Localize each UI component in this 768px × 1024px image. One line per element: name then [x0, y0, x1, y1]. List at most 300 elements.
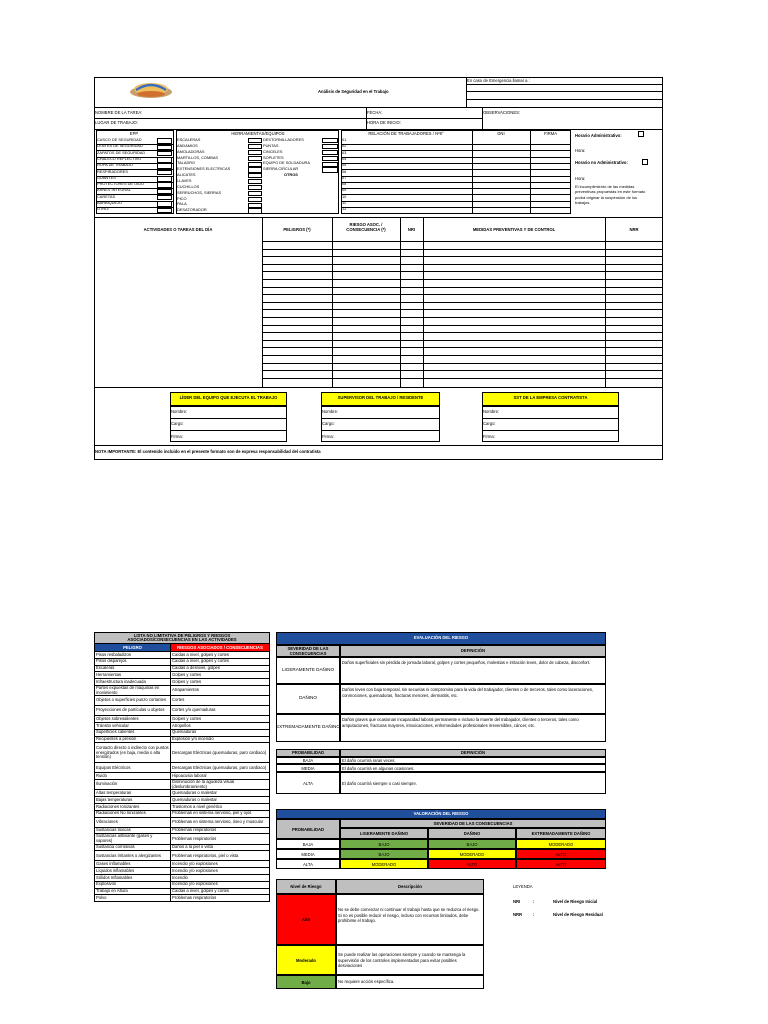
activity-row-line — [262, 256, 663, 257]
risk-level-desc: Se puede realizar las operaciones siempre y cuando se mantenga la supervisión de los controles implementados para evitar posibles desviaciones — [338, 952, 466, 969]
valuation-cell: MODERADO — [459, 851, 485, 857]
logo-graphic — [128, 78, 174, 100]
hazards-header: PELIGROS (*) — [283, 227, 311, 232]
risk-cell: Golpes y cortes — [171, 679, 270, 686]
risk-level-desc: No requiere acción específica. — [338, 979, 395, 984]
hazard-row — [95, 743, 270, 763]
nri-header: NRI — [407, 227, 416, 232]
tool-item: ANDAMIOS — [177, 142, 198, 148]
tool-checkbox — [322, 162, 338, 167]
risk-cell: Caídas a nivel, golpes y cortes — [171, 888, 270, 895]
signature-field-label: Firma: — [483, 434, 495, 439]
non-admin-hours-checkbox[interactable] — [642, 159, 648, 165]
worker-number: 11 — [342, 200, 347, 205]
signature-field-label: Nombre: — [483, 409, 500, 414]
dni-header: DNI — [497, 131, 505, 136]
hazard-cell: Sustancias irritantes o alergizantes — [95, 851, 171, 861]
hazard-row — [95, 790, 270, 797]
risk-cell: Descargas Eléctricas (quemaduras, paro cardiaco) — [171, 743, 270, 763]
epp-item: ROPA DE TRABAJO — [97, 162, 133, 168]
tool-checkbox — [322, 138, 338, 143]
epp-item: ZAPATOS DE SEGURIDAD — [97, 149, 146, 155]
eval-title: EVALUACIÓN DEL RIESGO — [413, 635, 469, 640]
workplace-label: LUGAR DE TRABAJO: — [95, 120, 138, 125]
signature-field-label: Firma: — [322, 434, 334, 439]
epp-item: PROTECTORES DE OIDO — [97, 181, 145, 187]
hazard-cell: Tránsito vehicular — [95, 723, 171, 730]
hazards-title-line: ASOCIADOS/CONSECUENCIAS EN LAS ACTIVIDADES — [127, 637, 237, 642]
activity-row-line — [262, 302, 663, 303]
epp-checkbox — [157, 176, 172, 182]
nrr-header: NRR — [629, 227, 639, 232]
epp-item: GUANTES — [97, 174, 116, 180]
tool-item: OTROS — [284, 172, 298, 178]
epp-item: OTRO: — [97, 206, 110, 212]
hazard-cell: Sólidos Inflamables — [95, 875, 171, 882]
prob-def-header: DEFINICIÓN — [460, 750, 486, 755]
tool-checkbox — [248, 138, 262, 143]
valuation-cell: ALTO — [555, 851, 567, 857]
risk-cell: Caídas a nivel, golpes y cortes — [171, 658, 270, 665]
tool-item: SOPLETES — [263, 154, 284, 160]
epp-item: CARETAS — [97, 193, 116, 199]
hazard-row — [95, 875, 270, 882]
risk-cell: Incendio y/o explosiones — [171, 881, 270, 888]
hazard-cell: Sustancias asfixiante (gases y vapores) — [95, 834, 171, 844]
tool-checkbox — [248, 173, 262, 178]
non-admin-hours-time: Hora: — [575, 176, 586, 181]
tool-checkbox — [248, 179, 262, 184]
tool-checkbox — [248, 185, 262, 190]
hazard-row — [95, 658, 270, 665]
risk-cell: Incendio y/o explosiones — [171, 868, 270, 875]
risk-cell: Quemaduras o malestar — [171, 790, 270, 797]
hazard-row — [95, 797, 270, 804]
activity-row-line — [262, 370, 663, 371]
tools-header: HERRAMIENTAS/EQUIPOS — [231, 131, 285, 136]
valuation-cell: ALTO — [555, 861, 567, 867]
hazard-row — [95, 810, 270, 817]
activity-row-line — [262, 355, 663, 356]
valuation-cell: BAJO — [378, 851, 390, 857]
epp-checkbox — [157, 157, 172, 163]
hazard-cell: Objetos sobresalientes — [95, 716, 171, 723]
worker-number: 06 — [342, 168, 347, 174]
worker-divider — [341, 201, 571, 202]
activity-row-line — [262, 294, 663, 295]
epp-checkbox — [157, 208, 172, 214]
probability-def: El daño ocurrirá siempre o casi siempre. — [342, 780, 417, 786]
epp-item: CHALECO REFLECTIVO — [97, 155, 142, 161]
legend-code: NRR — [513, 912, 523, 917]
signature-header: FIRMA — [543, 131, 558, 136]
tool-checkbox — [248, 144, 262, 149]
risk-cell: Descargas Eléctricas (quemaduras, paro cardiaco) — [171, 763, 270, 773]
worker-divider — [341, 207, 571, 208]
valuation-col-header: EXTREMADAMENTE DAÑINO — [531, 831, 591, 836]
epp-checkbox — [157, 138, 172, 144]
hazard-cell: Radiaciones No Ionizantes — [95, 810, 171, 817]
valuation-cell: MODERADO — [371, 861, 397, 867]
worker-divider — [341, 169, 571, 170]
tool-item: ESCALERAS — [177, 137, 201, 142]
hazard-row — [95, 817, 270, 827]
probability-name: BAJA — [302, 758, 314, 763]
signature-field-line — [482, 430, 619, 431]
tool-item: ALICATES — [177, 172, 196, 178]
tool-item: MARTILLOS, COMBAS — [177, 154, 219, 160]
hazard-row — [95, 834, 270, 844]
risk-cell: Trastornos a nivel genético — [171, 804, 270, 811]
hazard-row — [95, 736, 270, 743]
legend-label: Nivel de Riesgo Residual — [553, 912, 603, 917]
epp-item: ARNES INTEGRAL — [97, 187, 131, 193]
admin-hours-checkbox[interactable] — [638, 131, 644, 137]
signature-field-label: Firma: — [171, 434, 183, 439]
observations-label: OBSERVACIONES: — [483, 110, 521, 115]
hazard-cell: Contacto directo o indirecto con puntos energizados (en baja, media o alta tensión) — [95, 743, 171, 763]
activity-row-line — [262, 363, 663, 364]
hazard-col-header: PELIGRO — [95, 644, 171, 652]
risk-cell: Problemas en sistema nervioso, piel y ojos — [171, 810, 270, 817]
valuation-row-name: MEDIA — [301, 851, 315, 857]
epp-checkbox — [157, 195, 172, 201]
worker-number: 08 — [342, 181, 347, 187]
risk-cell: Incendio y/o explosiones — [171, 861, 270, 868]
epp-checkbox — [157, 201, 172, 207]
risk-cell: Problemas en sistema nervioso, óseo y muscular — [171, 817, 270, 827]
hazard-cell: Herramientas — [95, 672, 171, 679]
hazard-cell: Escaleras — [95, 665, 171, 672]
tool-item: PALA — [177, 201, 187, 207]
worker-divider — [341, 182, 571, 183]
signature-field-line — [170, 418, 287, 419]
hazard-row — [95, 706, 270, 716]
hazard-cell: Líquidos inflamables — [95, 868, 171, 875]
tool-checkbox — [248, 191, 262, 196]
epp-item: LENTES DE SEGURIDAD — [97, 143, 143, 149]
activity-row-line — [262, 378, 663, 379]
legend-sep: : — [533, 912, 535, 917]
tool-checkbox — [248, 167, 262, 172]
hazard-row — [95, 895, 270, 902]
signature-field-line — [482, 418, 619, 419]
tool-checkbox — [322, 156, 338, 161]
tool-checkbox — [248, 203, 262, 208]
tool-checkbox — [248, 162, 262, 167]
signature-field-label: Cargo: — [483, 421, 496, 426]
hazard-cell: Sustancias tóxicas — [95, 827, 171, 834]
risk-cell: Caídas a nivel, golpes y cortes — [171, 652, 270, 659]
tool-item: SERRUCHOS, SIERRAS — [177, 189, 222, 195]
tool-item: CINCELES — [263, 148, 283, 154]
measures-header: MEDIDAS PREVENTIVAS Y DE CONTROL — [472, 227, 556, 232]
tool-item: DESATORADOR — [177, 207, 207, 213]
hazard-cell: Vibraciones — [95, 817, 171, 827]
tool-checkbox — [322, 167, 338, 172]
tool-checkbox — [248, 156, 262, 161]
risk-cell: Caídas a desnivel, golpes — [171, 665, 270, 672]
risk-cell: Incendio — [171, 875, 270, 882]
worker-divider — [341, 157, 571, 158]
risk-cell: Atropellos — [171, 723, 270, 730]
tool-item: PUNTAS — [263, 142, 279, 148]
hazards-table — [94, 632, 270, 902]
worker-divider — [341, 188, 571, 189]
valuation-cell: MODERADO — [548, 841, 574, 847]
hazard-cell: Altas temperaturas — [95, 790, 171, 797]
hazard-cell: Pisos disparejos — [95, 658, 171, 665]
probability-def: El daño ocurrirá raras veces. — [342, 758, 396, 763]
severity-def: Daños leves con baja temporal, sin secuelas ni compromiso para la vida del trabajador, clientes o de terceros, tales como laceraciones, conmociones, quemaduras, fracturas menores, dermatitis, etc. — [342, 687, 594, 698]
hazard-cell: Ruido — [95, 773, 171, 780]
epp-checkbox — [157, 189, 172, 195]
epp-item: CASCO DE SEGURIDAD — [97, 137, 142, 142]
risk-col-header: RIESGOS ASOCIADOS / CONSECUENCIAS — [171, 644, 270, 652]
hazard-cell: Polvo — [95, 895, 171, 902]
sst-header: SST DE LA EMPRESA CONTRATISTA — [513, 395, 588, 400]
hazard-cell: Equipos Eléctricos — [95, 763, 171, 773]
signature-field-line — [321, 430, 440, 431]
risk-level-name: Bajo — [301, 979, 311, 985]
hazard-row — [95, 881, 270, 888]
level-header: Nivel de Riesgo — [290, 884, 322, 889]
probability-def: El daño ocurrirá en algunas ocasiones. — [342, 765, 415, 771]
hazard-cell: Trabajo en Altura — [95, 888, 171, 895]
worker-number: 03 — [342, 149, 347, 155]
warning-line: trabajos. — [575, 200, 591, 206]
hazard-row — [95, 723, 270, 730]
worker-number: 04 — [342, 155, 347, 161]
risk-cell: Golpes y cortes — [171, 716, 270, 723]
non-admin-hours-label: Horario no Administrativo: — [575, 160, 628, 165]
activity-row-line — [262, 340, 663, 341]
valuation-cell: BAJO — [378, 841, 390, 847]
tool-item: EQUIPO DE SOLDADURA — [263, 160, 310, 166]
hazard-row — [95, 696, 270, 706]
hazard-row — [95, 861, 270, 868]
hazard-row — [95, 672, 270, 679]
risk-cell: Quemaduras o malestar — [171, 797, 270, 804]
hazard-cell: Gases inflamables — [95, 861, 171, 868]
hazard-cell: Bajas temperaturas — [95, 797, 171, 804]
hazard-cell: Explosivos — [95, 881, 171, 888]
worker-number: 01 — [342, 137, 347, 142]
leader-signature-box — [170, 406, 287, 442]
eval-definition-header: DEFINICIÓN — [460, 648, 486, 653]
signature-field-label: Cargo: — [322, 421, 335, 426]
hazard-cell: Partes expuestas de máquinas en movimiento — [95, 685, 171, 695]
worker-number: 02 — [342, 143, 347, 149]
risk-level-name: Moderado — [295, 957, 316, 963]
signature-field-line — [321, 418, 440, 419]
valuation-cell: BAJO — [466, 841, 478, 847]
tool-checkbox — [322, 150, 338, 155]
worker-number: 09 — [342, 187, 347, 193]
activity-row-line — [262, 264, 663, 265]
hazards-title-line: LISTA NO LIMITATIVA DE PELIGROS Y RIESGOS — [133, 632, 231, 638]
hazard-row — [95, 729, 270, 736]
epp-checkbox — [157, 145, 172, 151]
hazard-cell: Proyecciones de partículas u objetos — [95, 706, 171, 716]
hazard-row — [95, 844, 270, 851]
tool-checkbox — [248, 150, 262, 155]
legend-label: Nivel de Riesgo Inicial — [553, 899, 598, 904]
date-label: FECHA: — [367, 110, 383, 115]
risk-cell: Hipoacusia laboral — [171, 773, 270, 780]
valuation-title: VALORACIÓN DEL RIESGO — [413, 811, 469, 816]
severity-def: Daños superficiales sin pérdida de jornada laboral, golpes y cortes pequeños, molestias e irritación leves, dolor de cabeza, disconfort. — [342, 660, 591, 665]
legend-code: NRI — [513, 899, 521, 904]
activity-row-line — [262, 279, 663, 280]
valuation-col-header: DAÑINO — [463, 831, 481, 836]
hazard-row — [95, 716, 270, 723]
risk-cell: Quemaduras — [171, 729, 270, 736]
important-note: NOTA IMPORTANTE: El contenido incluido en el presente formato son de expresa responsabilidad del contratista — [95, 449, 321, 454]
valuation-prob-header: PROBABILIDAD — [291, 827, 325, 832]
risk-cell: Problemas respiratorios — [171, 827, 270, 834]
probability-name: ALTA — [303, 780, 313, 786]
hazards-table-title — [95, 633, 270, 644]
supervisor-signature-box — [321, 406, 440, 442]
tool-checkbox — [322, 144, 338, 149]
activity-row-line — [262, 347, 663, 348]
hazard-row — [95, 763, 270, 773]
risk-cell: Cortes — [171, 696, 270, 706]
start-time-label: HORA DE INICIO: — [367, 120, 401, 125]
hazard-row — [95, 868, 270, 875]
eval-severity-header: SEVERIDAD DE LAS CONSECUENCIAS — [287, 646, 329, 656]
risk-cell: Problemas respiratorios — [171, 895, 270, 902]
hazard-cell: Sustancia corrosivas — [95, 844, 171, 851]
risk-cell: Golpes y cortes — [171, 672, 270, 679]
probability-name: MEDIA — [301, 765, 315, 771]
supervisor-header: SUPERVISOR DEL TRABAJO / RESIDENTE — [337, 395, 424, 400]
tool-item: LLAVES — [177, 177, 192, 183]
signature-field-label: Cargo: — [171, 421, 184, 426]
risk-level-desc: No se debe comenzar ni continuar el trabajo hasta que se reduzca el riesgo. Si no es posible reducir el riesgo, incluso con recursos limitados, debe prohibirse el trabajo. — [338, 907, 480, 924]
worker-number: 05 — [342, 162, 347, 168]
signature-field-label: Nombre: — [171, 409, 188, 414]
tool-checkbox — [248, 197, 262, 202]
tool-item: EXTENSIONES ELECTRICAS — [177, 166, 231, 172]
hazard-row — [95, 780, 270, 790]
worker-divider — [341, 144, 571, 145]
activity-row-line — [262, 249, 663, 250]
valuation-row-name: BAJA — [302, 841, 314, 847]
warning-line: El incumplimiento de las medidas — [575, 184, 635, 189]
risk-cell: Disminución de la agudeza visual (deslumbramiento) — [171, 780, 270, 790]
valuation-col-header: LIGERAMENTE DAÑINO — [359, 831, 409, 836]
tool-checkbox — [248, 208, 262, 213]
emergency-label: En caso de Emergencia llamar a : — [467, 78, 530, 83]
risk-header-line: RIESGO ASOC. / — [349, 222, 383, 227]
risk-cell: Problemas respiratorios — [171, 834, 270, 844]
leader-header: LÍDER DEL EQUIPO QUE EJECUTA EL TRABAJO — [179, 395, 278, 400]
valuation-row-name: ALTA — [303, 861, 313, 867]
worker-number: 07 — [342, 174, 347, 180]
epp-checkbox — [157, 151, 172, 157]
hazard-row — [95, 685, 270, 695]
form-title: Análisis de Seguridad en el Trabajo — [318, 89, 389, 94]
tool-item: SIERRA CIRCULAR — [263, 166, 299, 172]
activity-row-line — [262, 241, 663, 242]
epp-checkbox — [157, 163, 172, 169]
warning-text — [575, 184, 661, 206]
worker-number: 12 — [342, 206, 347, 212]
worker-number: 10 — [342, 193, 347, 199]
hazard-cell: Iluminación — [95, 780, 171, 790]
severity-name: DAÑINO — [299, 695, 317, 700]
worker-divider — [341, 163, 571, 164]
valuation-cell: ALTO — [466, 861, 478, 867]
signature-field-label: Nombre: — [322, 409, 339, 414]
sst-signature-box — [482, 406, 619, 442]
epp-divider — [96, 213, 174, 214]
activities-header: ACTIVIDADES O TAREAS DEL DÍA — [143, 227, 213, 232]
tool-item: CUCHILLOS — [177, 183, 200, 189]
risk-cell: Cortes y/o quemaduras — [171, 706, 270, 716]
hazard-cell: Infraestructura inadecuada — [95, 679, 171, 686]
activity-row-line — [262, 309, 663, 310]
severity-name: EXTREMADAMENTE DAÑINO — [276, 724, 340, 729]
hazard-cell: Pisos resbaladizos — [95, 652, 171, 659]
worker-divider — [341, 176, 571, 177]
warning-line: preventivas propuestas en este formato — [575, 189, 646, 195]
hazard-cell: Radiaciones Ionizantes — [95, 804, 171, 811]
hazard-row — [95, 665, 270, 672]
risk-cell: Daños a la piel o vista — [171, 844, 270, 851]
prob-header: PROBABILIDAD — [291, 750, 325, 755]
risk-level-name: Alto — [301, 917, 311, 922]
worker-divider — [341, 213, 571, 214]
hazard-cell: Superficies calientes — [95, 729, 171, 736]
legend-title: LEYENDA — [513, 884, 533, 889]
legend-sep: : — [533, 899, 535, 904]
epp-checkbox — [157, 182, 172, 188]
risk-cell: Explosión y/o incendio — [171, 736, 270, 743]
activity-row-line — [262, 332, 663, 333]
hazard-row — [95, 888, 270, 895]
risk-header — [332, 222, 400, 232]
activity-row-line — [262, 325, 663, 326]
tool-item: TALADRO — [177, 160, 196, 166]
hazard-cell: Objetos o superficies punzo cortantes — [95, 696, 171, 706]
warning-line: podrá originar la suspensión de los — [575, 194, 638, 200]
risk-cell: Atrapamientos — [171, 685, 270, 695]
worker-divider — [341, 194, 571, 195]
epp-item: RESPIRADORES — [97, 168, 128, 174]
hazard-row — [95, 652, 270, 659]
tool-item: PICO — [177, 195, 187, 201]
epp-header: EPP — [129, 131, 139, 136]
epp-item: BARBIQUEJO — [97, 200, 123, 205]
severity-def: Daños graves que ocasionan incapacidad laboral permanente e incluso la muerte del trabajador, clientes o terceros, tales como amputaciones, fracturas mayores, intoxicaciones, enfermedades profesionales irreversibles, cáncer, etc. — [342, 717, 579, 728]
admin-hours-time: Hora: — [575, 148, 586, 153]
severity-name: LIGERAMENTE DAÑINO — [281, 666, 335, 672]
activity-row-line — [262, 287, 663, 288]
risk-header-line: CONSECUENCIA (*) — [346, 227, 386, 233]
hazard-row — [95, 851, 270, 861]
worker-divider — [341, 150, 571, 151]
admin-hours-label: Horario Administrativo: — [575, 133, 622, 138]
level-desc-header: Descripción — [398, 884, 422, 889]
activity-row-line — [262, 271, 663, 272]
epp-checkbox — [157, 170, 172, 176]
task-name-label: NOMBRE DE LA TAREA: — [95, 110, 143, 115]
hazard-cell: Recipientes a presión — [95, 736, 171, 743]
hazard-row — [95, 804, 270, 811]
